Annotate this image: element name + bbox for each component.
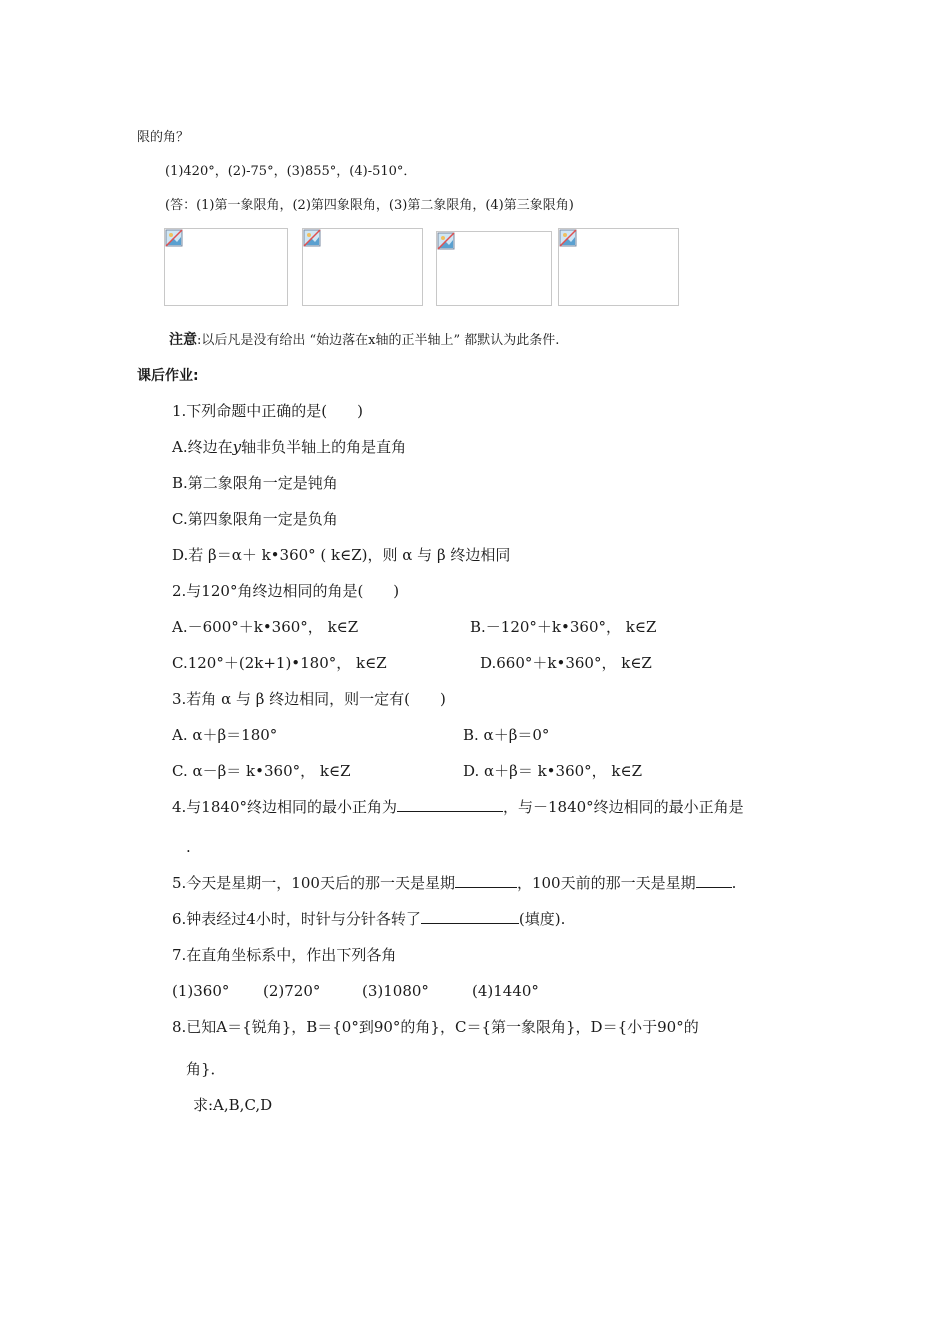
q1-a-var: y: [232, 438, 242, 456]
q7-stem: 7.在直角坐标系中，作出下列各角: [172, 946, 397, 964]
q2-stem: 2.与120°角终边相同的角是( ): [172, 582, 400, 600]
intro-line-2: (1)420°，(2)-75°，(3)855°，(4)-510°．: [165, 164, 417, 179]
homework-title: 课后作业:: [137, 368, 199, 384]
intro-line-3: (答：(1)第一象限角，(2)第四象限角，(3)第二象限角，(4)第三象限角): [165, 198, 574, 213]
q3-option-d: D. α＋β＝ k•360°， k∈Z: [463, 762, 643, 780]
q7-item-2: (2)720°: [263, 982, 321, 1000]
broken-image-4: [558, 228, 679, 306]
q3-stem: 3.若角 α 与 β 终边相同，则一定有( ): [172, 690, 446, 708]
q3-option-c: C. α－β＝ k•360°， k∈Z: [172, 762, 351, 780]
q4-line: [172, 797, 744, 817]
q1-option-b: B.第二象限角一定是钝角: [172, 474, 338, 492]
q1-stem: 1.下列命题中正确的是( ): [172, 402, 364, 420]
q3-option-b: B. α＋β＝0°: [463, 726, 550, 744]
q1-option-d: D.若 β＝α＋ k•360° ( k∈Z)，则 α 与 β 终边相同: [172, 546, 511, 564]
q8-line-2: 角}．: [186, 1060, 226, 1078]
note-label: 注意: [169, 332, 197, 348]
q7-item-4: (4)1440°: [472, 982, 539, 1000]
q7-item-3: (3)1080°: [362, 982, 429, 1000]
note-line: [169, 330, 559, 351]
q5-part3: .: [731, 874, 737, 892]
q1-a-post: 轴非负半轴上的角是直角: [241, 438, 407, 456]
q7-item-1: (1)360°: [172, 982, 230, 1000]
q4-blank-1[interactable]: [397, 797, 503, 812]
q1-option-c: C.第四象限角一定是负角: [172, 510, 338, 528]
note-text: :以后凡是没有给出 “始边落在x轴的正半轴上” 都默认为此条件.: [197, 333, 560, 348]
q5-part1: 5.今天是星期一，100天后的那一天是星期: [172, 874, 455, 892]
q4-part1: 4.与1840°终边相同的最小正角为: [172, 798, 397, 816]
q6-line: [172, 909, 565, 929]
q6-part1: 6.钟表经过4小时，时针与分针各转了: [172, 910, 421, 928]
q2-option-c: C.120°＋(2k+1)•180°， k∈Z: [172, 654, 387, 672]
broken-image-icon: [559, 229, 579, 249]
intro-line-1: 限的角？: [137, 130, 190, 145]
q1-a-pre: A.终边在: [172, 438, 233, 456]
q1-option-a: [172, 437, 406, 457]
broken-image-2: [302, 228, 423, 306]
q3-option-a: A. α＋β＝180°: [172, 726, 278, 744]
q2-option-d: D.660°＋k•360°， k∈Z: [480, 654, 652, 672]
q5-line: [172, 873, 736, 893]
q4-part2: ，与－1840°终边相同的最小正角是: [503, 798, 744, 816]
q8-line-3: 求:A,B,C,D: [193, 1096, 273, 1114]
q2-option-b: B.－120°＋k•360°， k∈Z: [470, 618, 657, 636]
broken-image-1: [164, 228, 288, 306]
q5-blank-1[interactable]: [455, 873, 517, 888]
q2-option-a: A.－600°＋k•360°， k∈Z: [172, 618, 359, 636]
broken-image-icon: [303, 229, 323, 249]
q6-blank[interactable]: [421, 909, 519, 924]
broken-image-icon: [437, 232, 457, 252]
q5-blank-2[interactable]: [696, 873, 732, 888]
q8-line-1: 8.已知A＝{锐角}，B＝{0°到90°的角}，C＝{第一象限角}，D＝{小于90°的: [172, 1018, 699, 1036]
q4-continuation: .: [186, 838, 191, 856]
broken-image-3: [436, 231, 552, 306]
broken-image-icon: [165, 229, 185, 249]
q6-part2: (填度).: [518, 910, 566, 928]
q5-part2: ，100天前的那一天是星期: [516, 874, 696, 892]
